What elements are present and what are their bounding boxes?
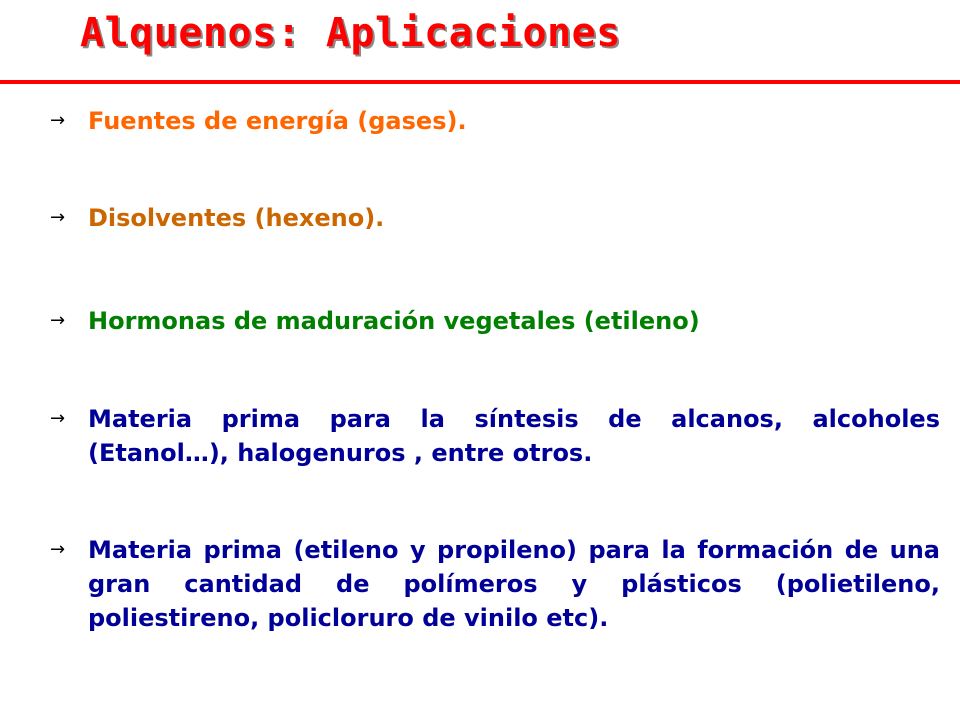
right-arrow-icon: → [50,110,66,131]
bullet-item [50,402,940,470]
bullet-text: Hormonas de maduración vegetales (etileno) [88,307,700,335]
bullet-text: Materia prima (etileno y propileno) para la formación de una gran cantidad de polímeros y plásticos (polietileno, poliestireno, policloruro de vinilo etc). [88,536,940,632]
bullet-text: Materia prima para la síntesis de alcanos, alcoholes (Etanol…), halogenuros , entre otros. [88,405,940,467]
bullet-item [50,304,940,338]
title-underline [0,80,960,84]
right-arrow-icon: → [50,408,66,429]
right-arrow-icon: → [50,207,66,228]
bullet-item [50,533,940,635]
right-arrow-icon: → [50,310,66,331]
bullet-item [50,201,940,235]
slide-title: Alquenos: Aplicaciones [80,10,621,56]
bullet-text: Disolventes (hexeno). [88,204,385,232]
right-arrow-icon: → [50,539,66,560]
bullet-text: Fuentes de energía (gases). [88,107,467,135]
bullet-item [50,104,940,138]
